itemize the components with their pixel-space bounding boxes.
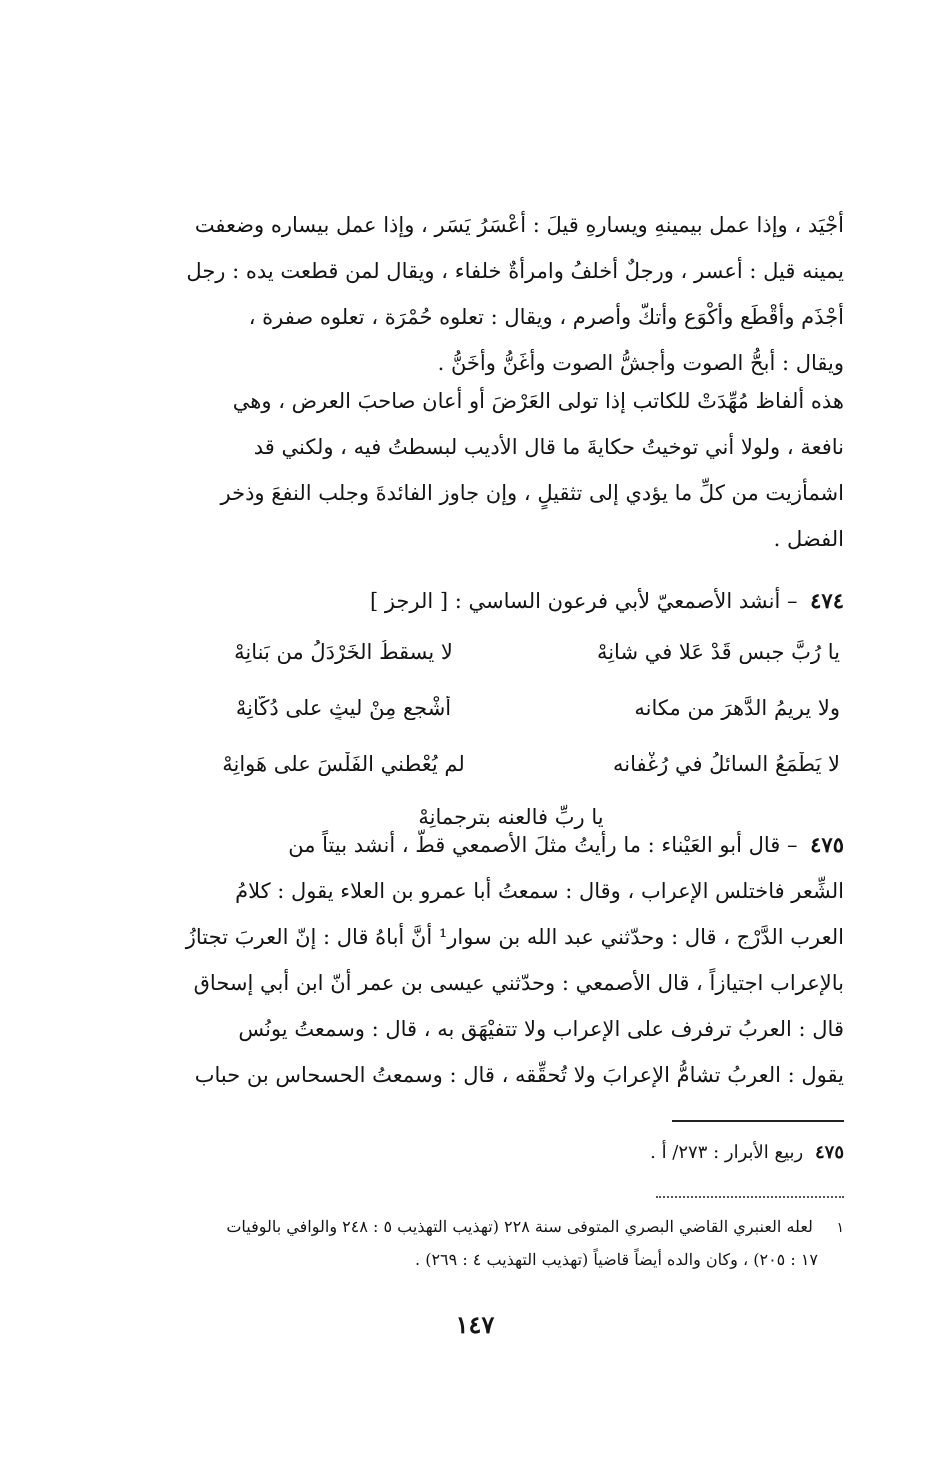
text-line: هذه ألفاظ مُهِّدَتْ للكاتب إذا تولى العَرْضَ أو أعان صاحبَ العرض ، وهي	[232, 389, 844, 413]
footnote-line: ١٧ : ٢٠٥) ، وكان والده أيضاً قاضياً (تهذيب التهذيب ٤ : ٢٦٩) .	[415, 1250, 818, 1269]
verse-first-hemistich: يا رُبَّ جبسٍ قَدْ عَلا في شانِهْ	[596, 640, 840, 664]
text-line: ويقال : أبحُّ الصوت وأجشُّ الصوت وأغَنُّ وأخَنُّ .	[437, 351, 844, 375]
text-line: أجْيَد ، وإذا عمل بيمينهِ ويسارهِ قيلَ : أعْسَرُ يَسَر ، وإذا عمل بيساره وضعفت	[194, 213, 844, 237]
verse-second-hemistich: لا يسقطُ الخَرْدَلُ من بَنانِهْ	[234, 640, 453, 664]
poem-verse	[178, 736, 844, 792]
footnote-separator	[672, 1120, 844, 1122]
section-474	[178, 578, 844, 842]
poem-verse	[178, 680, 844, 736]
text-line: قال : العربُ ترفرف على الإعراب ولا تتفيْهَق به ، قال : وسمعتُ يونُس	[238, 1017, 844, 1041]
source-reference	[178, 1136, 844, 1170]
text-line	[178, 822, 844, 868]
text-line: بالإعراب اجتيازاً ، قال الأصمعي : وحدّثني عيسى بن عمر أنّ ابن أبي إسحاق	[193, 971, 844, 995]
section-intro: – أنشد الأصمعيّ لأبي فرعون الساسي : [ الرجز ]	[369, 589, 798, 613]
section-number: ٤٧٤	[810, 588, 844, 613]
footnote-line	[178, 1210, 844, 1243]
poem-final-verse: يا ربِّ فالعنه بترجمانِهْ	[418, 805, 604, 829]
text-line: يمينه قيل : أعسر ، ورجلٌ أخلفُ وامرأةٌ خلفاء ، ويقال لمن قطعت يده : رجل	[186, 259, 844, 283]
paragraph-commentary	[178, 378, 844, 562]
page-number: ١٤٧	[455, 1310, 495, 1339]
text-line: اشمأزيت من كلِّ ما يؤدي إلى تثقيلٍ ، وإن جاوز الفائدةَ وجلب النفعَ وذخر	[220, 481, 844, 505]
text-line: الفضل .	[773, 527, 844, 551]
poem-verse	[178, 624, 844, 680]
verse-second-hemistich: لم يُعْطني الفَلْسَ على هَوانِهْ	[222, 752, 465, 776]
section-first-line: – قال أبو العَيْناء : ما رأيتُ مثلَ الأصمعي قطّ ، أنشد بيتاً من	[288, 833, 798, 857]
section-number: ٤٧٥	[810, 832, 844, 857]
text-line: أجْذَم وأقْطَع وأكْوَع وأتكّ وأصرم ، ويقال : تعلوه حُمْرَة ، تعلوه صفرة ،	[248, 305, 844, 329]
paragraph-continuation	[178, 202, 844, 386]
verse-first-hemistich: ولا يريمُ الدَّهرَ من مكانه	[634, 696, 840, 720]
text-line: يقول : العربُ تشامُّ الإعرابَ ولا تُحقِّقه ، قال : وسمعتُ الحسحاس بن حباب	[194, 1063, 844, 1087]
text-line: الشِّعر فاختلس الإعراب ، وقال : سمعتُ أبا عمرو بن العلاء يقول : كلامُ	[235, 879, 844, 903]
source-number: ٤٧٥	[814, 1142, 844, 1163]
footnote-marker: ١	[836, 1220, 844, 1236]
section-heading	[178, 578, 844, 624]
text-line: العرب الدَّرْج ، قال : وحدّثني عبد الله بن سوار¹ أنَّ أباهُ قال : إنّ العربَ تجتازُ	[185, 925, 844, 949]
verse-second-hemistich: أشْجع مِنْ ليثٍ على دُكَّانِهْ	[235, 696, 452, 720]
verse-first-hemistich: لا يَطْمَعُ السائلُ في رُغْفانه	[613, 752, 840, 776]
text-line: نافعة ، ولولا أني توخيتُ حكايةَ ما قال الأديب لبسطتُ فيه ، ولكني قد	[253, 435, 844, 459]
footnote-dotted-separator	[656, 1196, 844, 1198]
footnote-text: لعله العنبري القاضي البصري المتوفى سنة ٢٢٨ (تهذيب التهذيب ٥ : ٢٤٨ والوافي بالوفيات	[226, 1217, 813, 1236]
source-text: ربيع الأبرار : ٢٧٣/ أ .	[650, 1142, 804, 1163]
section-475	[178, 822, 844, 1098]
footnote	[178, 1210, 844, 1276]
